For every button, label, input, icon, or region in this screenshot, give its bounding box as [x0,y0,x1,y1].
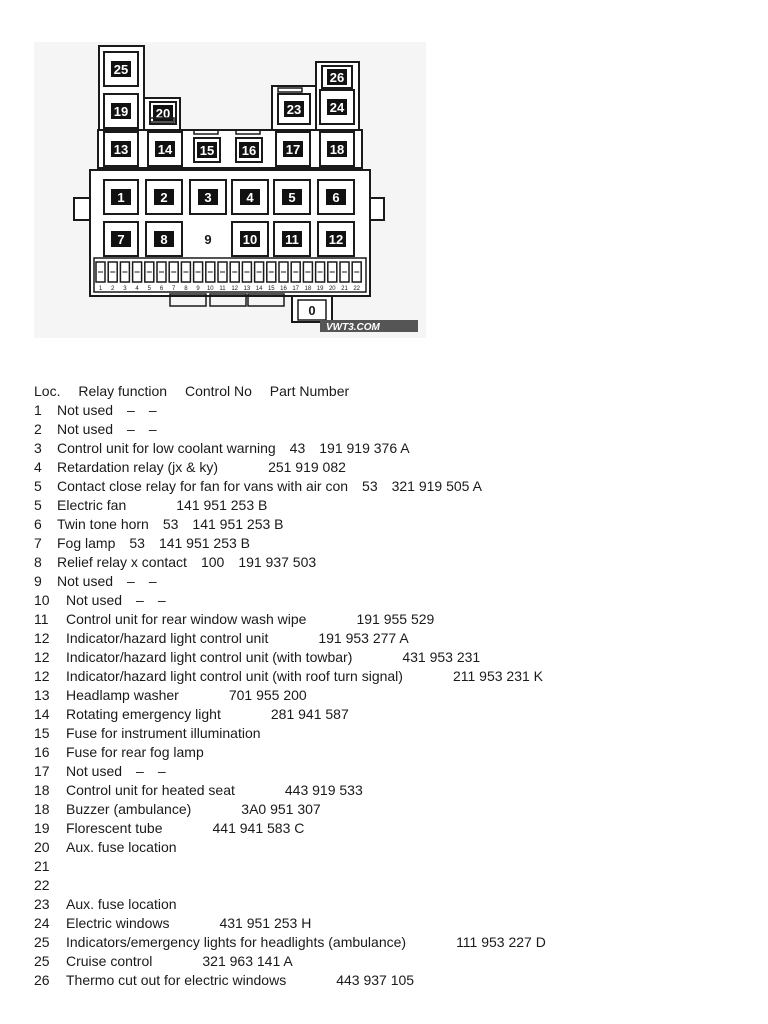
row-loc: 17 [34,763,50,779]
row-control-no: 43 [289,440,306,456]
fuse-number: 3 [123,286,127,292]
slot-label: 9 [204,232,212,247]
relay-slot [318,180,354,214]
fuse-number: 18 [304,286,312,292]
row-part-number: 443 937 105 [336,972,415,988]
fuse-number: 21 [341,286,348,292]
right-tab [370,198,384,220]
table-row [34,952,754,971]
row-loc: 18 [34,801,50,817]
relay-slot [104,52,138,86]
header-part: Part Number [269,383,350,399]
row-function: Indicator/hazard light control unit [66,630,269,646]
row-loc: 24 [34,915,50,931]
relay-slot [278,94,310,124]
row-control-no: – [136,592,144,608]
relay-slot [276,132,310,166]
relay-slot [320,132,354,166]
slot-label: 16 [241,143,257,158]
row-loc: 20 [34,839,50,855]
relay-slot [146,222,182,256]
row-loc: 12 [34,649,50,665]
table-row [34,914,754,933]
row-loc: 2 [34,421,42,437]
slot-label: 19 [113,104,129,119]
slot-label: 11 [285,232,299,247]
row-part-number: 141 951 253 B [158,535,251,551]
row-part-number: 281 941 587 [270,706,349,722]
row-part-number: 191 919 376 A [319,440,410,456]
row-part-number: 211 953 231 K [452,668,543,684]
row-part-number: – [148,402,157,418]
relay-slot [318,222,354,256]
table-header [34,382,754,401]
slot-label: 1 [117,190,125,205]
row-part-number: 321 919 505 A [391,478,482,494]
fuse-number: 6 [159,286,164,292]
relay-table [34,382,754,990]
row-loc: 13 [34,687,50,703]
header-function: Relay function [78,383,168,399]
fuse-number: 5 [147,286,151,292]
relay-slot [232,222,268,256]
row-function: Buzzer (ambulance) [66,801,192,817]
slot-label: 15 [199,143,215,158]
fuse-number: 8 [184,286,188,292]
fuse-box-svg [34,42,426,338]
row-loc: 15 [34,725,50,741]
row-function: Electric fan [57,497,127,513]
row-part-number: 191 955 529 [356,611,435,627]
slot-label: 2 [160,190,168,205]
relay-slot [104,94,138,128]
header-control: Control No [184,383,252,399]
row-part-number: 441 941 583 C [212,820,305,836]
row-loc: 7 [34,535,42,551]
row-function: Control unit for heated seat [66,782,235,798]
row-loc: 1 [34,402,42,418]
table-row [34,591,754,610]
fuse-number: 11 [219,286,226,292]
fuse-number: 14 [255,286,263,292]
row-part-number: 191 953 277 A [318,630,409,646]
row-part-number: – [157,763,166,779]
row-part-number: – [148,421,157,437]
fuse-number: 9 [196,286,200,292]
relay-slot [190,180,226,214]
header-loc: Loc. [34,383,61,399]
row-part-number: 141 951 253 B [192,516,284,532]
table-row [34,933,754,952]
row-loc: 25 [34,953,50,969]
row-control-no: 53 [162,516,179,532]
table-row [34,724,754,743]
table-row [34,971,754,990]
slot-label: 0 [308,303,316,318]
row-loc: 11 [34,611,49,627]
fuse-number: 13 [243,286,251,292]
fuse-number: 4 [135,286,139,292]
relay-slot [104,132,138,166]
relay-slot [236,138,262,162]
row-function: Not used [57,402,114,418]
slot-label: 18 [329,142,345,157]
table-row [34,705,754,724]
row-control-no: 53 [129,535,145,551]
row-part-number: 321 963 141 A [202,953,293,969]
relay-slot [148,132,182,166]
relay-slot [204,232,211,247]
row-function: Indicators/emergency lights for headlights (ambulance) [66,934,407,950]
fuse-number: 10 [206,286,214,292]
row-function: Headlamp washer [66,687,179,703]
relay-slot [146,180,182,214]
row-function: Fuse for rear fog lamp [66,744,204,760]
slot-label: 13 [113,142,129,157]
row-control-no: 53 [362,478,378,494]
table-row [34,819,754,838]
slot-label: 4 [246,190,254,205]
row-function: Florescent tube [66,820,163,836]
row-function: Not used [57,421,114,437]
slot-label: 7 [117,232,125,247]
slot-label: 8 [160,232,168,247]
row-loc: 25 [34,934,50,950]
row-function: Aux. fuse location [66,839,177,855]
slot-label: 23 [286,102,302,117]
row-function: Fog lamp [57,535,116,551]
relay-slot [274,180,310,214]
fuse-number: 20 [328,286,336,292]
row-loc: 14 [34,706,50,722]
fuse-number: 12 [231,286,239,292]
relay-slot [194,138,220,162]
fuse-number: 2 [111,286,115,292]
relay-slot [232,180,268,214]
row-function: Twin tone horn [57,516,149,532]
table-row [34,420,754,439]
slot-label: 10 [242,232,258,247]
table-row [34,610,754,629]
row-loc: 5 [34,478,42,494]
slot-label: 3 [204,190,212,205]
row-loc: 12 [34,630,50,646]
row-function: Fuse for instrument illumination [66,725,261,741]
left-tab [74,198,90,220]
row-loc: 23 [34,896,50,912]
relay-slot [104,180,138,214]
row-part-number: 111 953 227 D [456,934,546,950]
table-row [34,553,754,572]
fuse-number: 16 [280,286,287,292]
table-row [34,781,754,800]
table-row [34,876,754,895]
row-loc: 26 [34,972,50,988]
row-function: Indicator/hazard light control unit (with roof turn signal) [66,668,403,684]
table-row [34,648,754,667]
row-part-number: 443 919 533 [284,782,363,798]
row-loc: 22 [34,877,50,893]
row-function: Not used [66,763,123,779]
row-loc: 6 [34,516,42,532]
table-row [34,458,754,477]
fuse-number: 1 [98,286,103,292]
row-part-number: 191 937 503 [238,554,317,570]
row-loc: 12 [34,668,50,684]
row-function: Contact close relay for fan for vans with air con [57,478,349,494]
row-control-no: 100 [200,554,225,570]
row-loc: 8 [34,554,42,570]
slot-label: 12 [328,232,344,247]
table-row [34,439,754,458]
slot-label: 24 [329,100,345,115]
row-control-no: – [127,421,135,437]
row-control-no: – [136,763,144,779]
table-row [34,572,754,591]
row-loc: 16 [34,744,50,760]
row-control-no: – [127,573,135,589]
table-row [34,401,754,420]
row-function: Relief relay x contact [57,554,187,570]
relay-slot [322,66,352,88]
table-row [34,515,754,534]
slot-label: 14 [157,142,173,157]
row-function: Cruise control [66,953,153,969]
relay-slot [320,90,354,124]
table-row [34,686,754,705]
row-control-no: – [127,402,135,418]
slot-label: 6 [332,190,340,205]
relay-slot [150,102,176,124]
fuse-number: 15 [267,286,275,292]
row-function: Electric windows [66,915,170,931]
row-function: Not used [66,592,123,608]
row-part-number: 251 919 082 [268,459,346,475]
table-row [34,743,754,762]
row-loc: 18 [34,782,50,798]
row-part-number: 3A0 951 307 [241,801,321,817]
slot-label: 17 [285,142,301,157]
row-function: Thermo cut out for electric windows [66,972,287,988]
slot-label: 20 [155,106,171,121]
row-function: Aux. fuse location [66,896,177,912]
row-loc: 19 [34,820,50,836]
fuse-number: 7 [172,286,176,292]
row-part-number: 431 953 231 [402,649,481,665]
fuse-number: 17 [292,286,300,292]
fuse-number: 19 [316,286,324,292]
table-row [34,629,754,648]
table-row [34,667,754,686]
row-loc: 5 [34,497,42,513]
table-row [34,838,754,857]
table-row [34,534,754,553]
row-loc: 4 [34,459,42,475]
table-row [34,762,754,781]
table-row [34,895,754,914]
table-row [34,857,754,876]
row-part-number: – [148,573,157,589]
row-function: Retardation relay (jx & ky) [57,459,219,475]
relay-slot [104,222,138,256]
row-part-number: 701 955 200 [228,687,307,703]
fuse-box-diagram [34,42,426,338]
row-part-number: 431 951 253 H [219,915,312,931]
slot-label: 26 [329,70,345,85]
row-function: Not used [57,573,114,589]
row-part-number: 141 951 253 B [176,497,268,513]
row-loc: 9 [34,573,42,589]
row-loc: 10 [34,592,50,608]
table-row [34,800,754,819]
row-function: Control unit for low coolant warning [57,440,276,456]
slot-label: 25 [113,62,129,77]
row-loc: 21 [34,858,50,874]
row-loc: 3 [34,440,42,456]
table-row [34,477,754,496]
table-row [34,496,754,515]
row-part-number: – [157,592,166,608]
row-function: Indicator/hazard light control unit (with towbar) [66,649,353,665]
slot-label: 5 [288,190,296,205]
row-function: Rotating emergency light [66,706,221,722]
watermark: VWT3.COM [326,322,380,333]
fuse-number: 22 [353,286,361,292]
row-function: Control unit for rear window wash wipe [66,611,307,627]
relay-slot [274,222,310,256]
